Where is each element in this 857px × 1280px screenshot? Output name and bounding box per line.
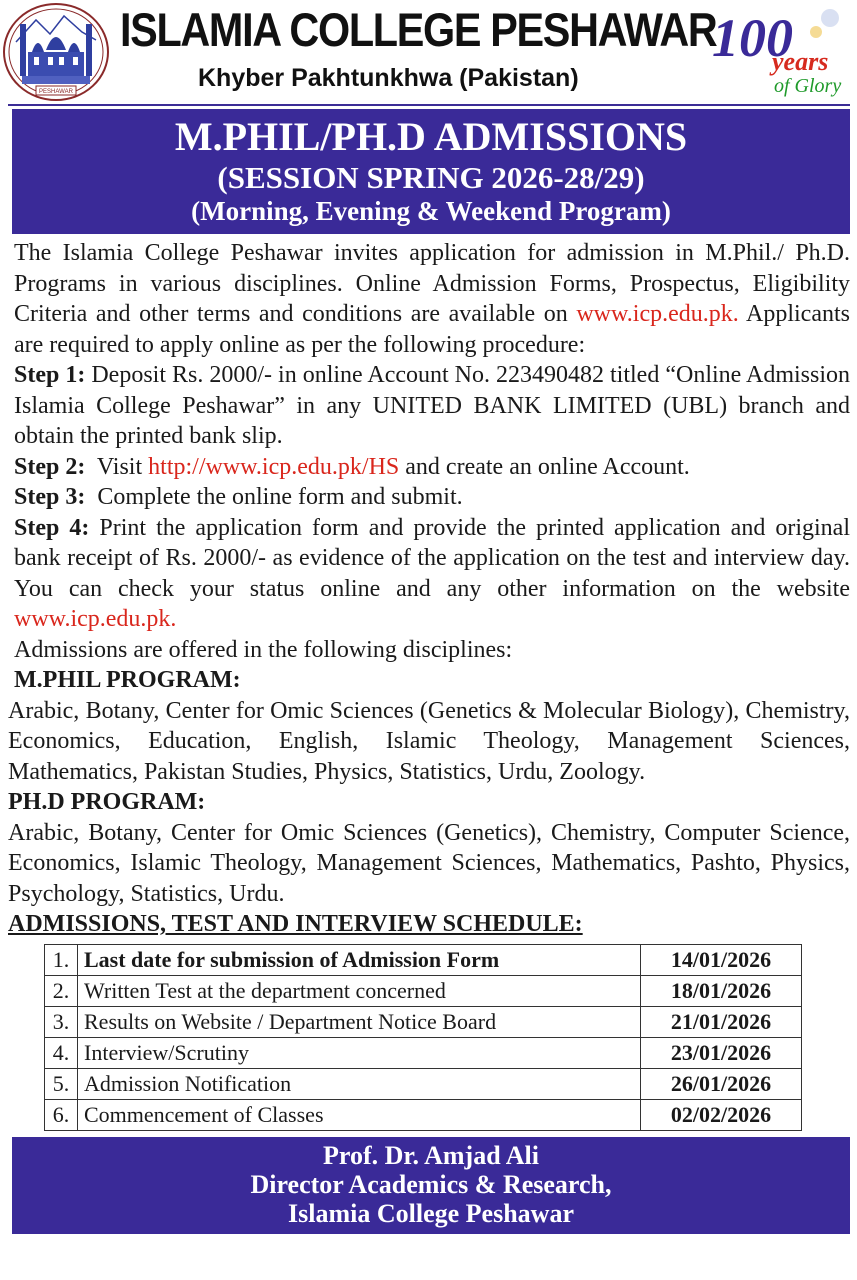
mphil-disciplines: Arabic, Botany, Center for Omic Sciences (Genetics & Molecular Biology), Chemistry, Economics, Education, English, Islamic Theology, Management Sciences, Mathematics, Pakistan Studies, Physics, Statistics, Urdu, Zoology. <box>8 697 850 785</box>
mphil-heading: M.PHIL PROGRAM: <box>14 667 241 693</box>
row-date: 14/01/2026 <box>641 944 802 975</box>
logo-text: PESHAWAR <box>39 89 73 95</box>
step-2 <box>14 452 850 483</box>
intro-text-end: Applicants are required to apply online as per the following procedure: <box>14 301 850 358</box>
step-3 <box>14 482 850 513</box>
step-text: Deposit Rs. 2000/- in online Account No. 223490482 titled “Online Admission Islamia College Peshawar” in any UNITED BANK LIMITED (UBL) branch and obtain the printed bank slip. <box>14 362 850 449</box>
signatory-designation: Director Academics & Research, <box>250 1169 612 1199</box>
signatory-name: Prof. Dr. Amjad Ali <box>323 1140 539 1170</box>
row-number: 1. <box>45 944 78 975</box>
row-date: 02/02/2026 <box>641 1099 802 1130</box>
row-number: 6. <box>45 1099 78 1130</box>
banner-session: (SESSION SPRING 2026-28/29) <box>217 160 645 195</box>
announcement-body <box>0 234 857 1131</box>
college-name: ISLAMIA COLLEGE PESHAWAR <box>120 3 717 56</box>
step-label: Step 3: <box>14 484 86 510</box>
row-event: Written Test at the department concerned <box>78 975 641 1006</box>
row-event: Interview/Scrutiny <box>78 1037 641 1068</box>
table-row <box>45 975 802 1006</box>
step-4 <box>14 513 850 635</box>
centenary-logo <box>712 4 852 100</box>
phd-disciplines: Arabic, Botany, Center for Omic Sciences (Genetics), Chemistry, Computer Science, Economics, Islamic Theology, Management Sciences, Mathematics, Pashto, Physics, Psychology, Statistics, Urdu. <box>8 819 850 907</box>
signatory-institution: Islamia College Peshawar <box>288 1198 574 1228</box>
step-text: Print the application form and provide the printed application and original bank receipt of Rs. 2000/- as evidence of the application on the test and interview day. You can check your status online and any other information on the website <box>14 514 850 602</box>
header-divider <box>8 104 850 106</box>
row-number: 4. <box>45 1037 78 1068</box>
table-row <box>45 1068 802 1099</box>
row-date: 18/01/2026 <box>641 975 802 1006</box>
step-label: Step 2: <box>14 453 86 480</box>
row-number: 2. <box>45 975 78 1006</box>
centenary-tagline: of Glory <box>774 75 842 97</box>
row-event: Admission Notification <box>78 1068 641 1099</box>
row-number: 3. <box>45 1006 78 1037</box>
banner-programs: (Morning, Evening & Weekend Program) <box>191 196 671 226</box>
row-event: Results on Website / Department Notice Board <box>78 1006 641 1037</box>
row-number: 5. <box>45 1068 78 1099</box>
step-text: Complete the online form and submit. <box>85 484 463 510</box>
schedule-table <box>44 944 802 1131</box>
province-subtitle: Khyber Pakhtunkhwa (Pakistan) <box>198 64 579 92</box>
signatory-footer <box>12 1137 850 1234</box>
table-row <box>45 1006 802 1037</box>
centenary-word: years <box>772 47 829 76</box>
website-link[interactable]: www.icp.edu.pk. <box>576 301 739 327</box>
step-text-end: and create an online Account. <box>399 453 690 480</box>
table-row <box>45 1037 802 1068</box>
row-event: Last date for submission of Admission Form <box>78 944 641 975</box>
intro-paragraph <box>14 238 850 360</box>
hs-portal-link[interactable]: http://www.icp.edu.pk/HS <box>148 453 400 480</box>
banner-title: M.PHIL/PH.D ADMISSIONS <box>174 114 688 159</box>
website-link[interactable]: www.icp.edu.pk. <box>14 606 177 632</box>
header <box>0 0 857 106</box>
step-label: Step 4: <box>14 514 90 541</box>
intro-text: The Islamia College Peshawar invites application for admission in M.Phil./ Ph.D. Programs in various disciplines. Online Admission Forms, Prospectus, Eligibility Criteria and other terms and conditions are available on <box>14 240 850 327</box>
centenary-graphic <box>712 4 852 76</box>
row-date: 21/01/2026 <box>641 1006 802 1037</box>
step-text: Visit <box>85 453 149 480</box>
row-date: 26/01/2026 <box>641 1068 802 1099</box>
college-crest-logo <box>2 2 110 102</box>
phd-heading: PH.D PROGRAM: <box>8 789 206 815</box>
table-row <box>45 1099 802 1130</box>
admissions-banner <box>12 109 850 234</box>
disciplines-intro: Admissions are offered in the following disciplines: <box>14 636 513 663</box>
schedule-heading: ADMISSIONS, TEST AND INTERVIEW SCHEDULE: <box>8 911 583 937</box>
centenary-number: 100 <box>712 8 793 68</box>
procedure-section <box>8 238 850 696</box>
row-date: 23/01/2026 <box>641 1037 802 1068</box>
step-label: Step 1: <box>14 362 86 388</box>
table-row <box>45 944 802 975</box>
row-event: Commencement of Classes <box>78 1099 641 1130</box>
step-1 <box>14 360 850 452</box>
